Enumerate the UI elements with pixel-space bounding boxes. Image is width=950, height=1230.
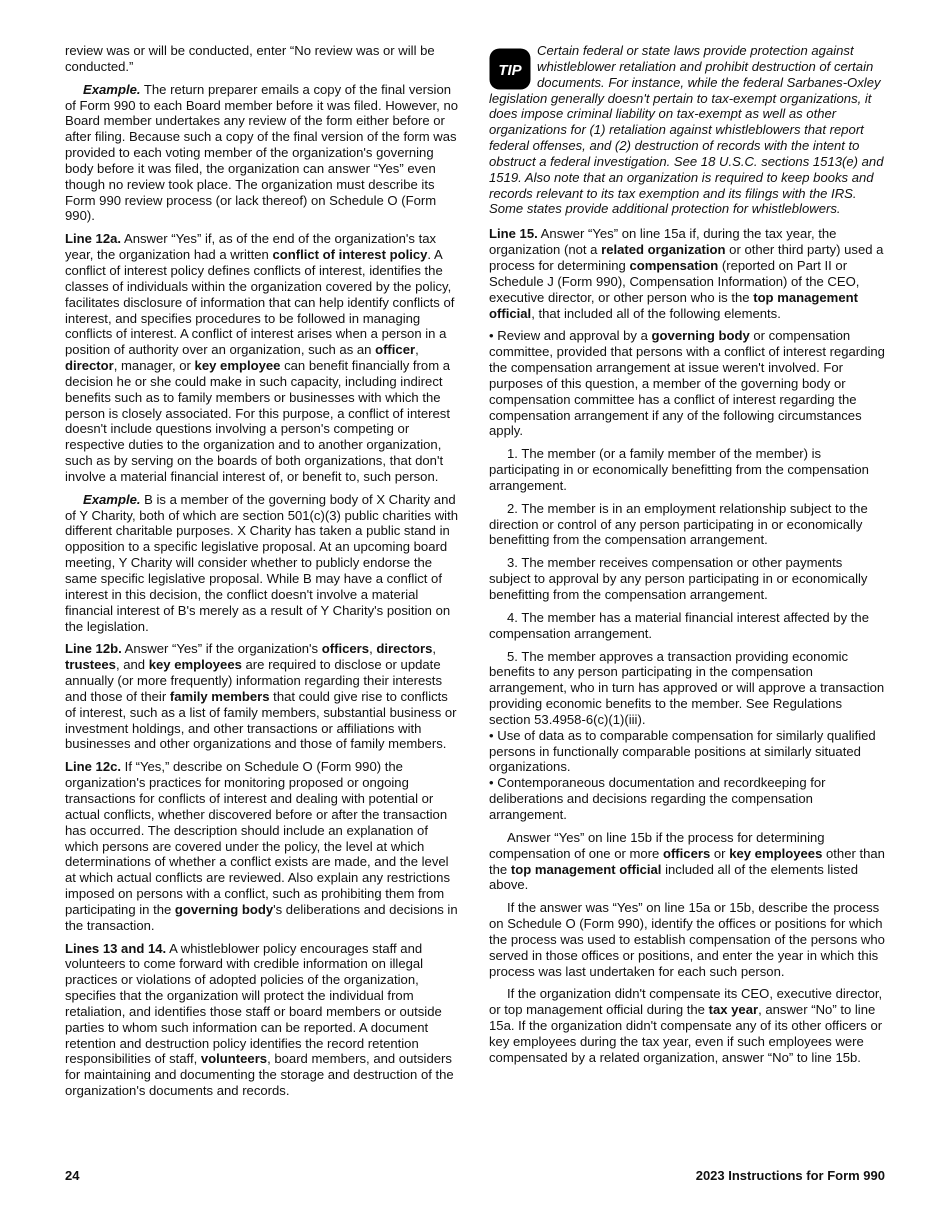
numbered-item-2: 2. The member is in an employment relationship subject to the direction or control of any person participating in or economically benefitting from the compensation arrangement.	[489, 500, 868, 548]
numbered-item-5: 5. The member approves a transaction providing economic benefits to any person participating in the compensation arrangement, who in turn has approved or will approve a transaction providing economic benefits to the member. See Regulations section 53.4958-6(c)(1)(iii).	[489, 648, 885, 727]
bullet-governing-body: • Review and approval by a governing body or compensation committee, provided that persons with a conflict of interest regarding the compensation arrangement at issue weren't involved. For purposes of this question, a member of the governing body or compensation committee has a conflict of interest regarding the compensation arrangement if any of the following circumstances apply.	[489, 328, 885, 439]
line-15: Line 15. Answer “Yes” on line 15a if, during the tax year, the organization (not a related organization or other third party) used a process for determining compensation (reported on Part II or Schedule J (Form 990), Compensation Information) of the CEO, executive director, or other person who is the top management official, that included all of the following elements.	[489, 226, 884, 321]
numbered-item-4: 4. The member has a material financial interest affected by the compensation arrangement.	[489, 609, 869, 641]
line-12a: Line 12a. Answer “Yes” if, as of the end of the organization's tax year, the organization had a written conflict of interest policy. A conflict of interest policy defines conflicts of interest, identifies the classes of individuals within the organization covered by the policy, facilitates disclosure of information that can help identify conflicts of interest, and specifies procedures to be followed in managing conflicts of interest. A conflict of interest arises when a person in a position of authority over an organization, such as an officer, director, manager, or key employee can benefit financially from a decision he or she could make in such capacity, including indirect benefits such as to family members or businesses with which the person is closely associated. For this purpose, a conflict of interest doesn't include questions involving a person's competing or respective duties to the organization and to another organization, such as by serving on the boards of both organizations, that don't involve a material financial interest of, or benefit to, such person.	[65, 231, 455, 484]
tip-icon	[489, 48, 531, 90]
right-column	[489, 43, 886, 1073]
line-15b-answer: Answer “Yes” on line 15b if the process for determining compensation of one or more officers or key employees other than the top management official included all of the elements listed above.	[489, 829, 885, 893]
tip-label: TIP	[498, 62, 522, 79]
line-12b: Line 12b. Answer “Yes” if the organization's officers, directors, trustees, and key employees are required to disclose or update annually (or more frequently) information regarding their interests and those of their family members that could give rise to conflicts of interest, such as a list of family members, substantial business or investment holdings, and other transactions or affiliations with businesses and other organizations and those of family members.	[65, 641, 457, 752]
line-15-schedule-o: If the answer was “Yes” on line 15a or 15b, describe the process on Schedule O (Form 990), identify the offices or positions for which the process was used to establish compensation of the persons who served in those offices or positions, and enter the year in which this process was last undertaken for each such person.	[489, 900, 885, 979]
example-form-review: Example. The return preparer emails a copy of the final version of Form 990 to each Board member before it was filed. However, no Board member undertakes any review of the form either before or after filing. Because such a copy of the final version of the form was provided to each voting member of the organization's governing body before it was filed, the organization can answer “Yes” even though no review took place. The organization must describe its Form 990 review process (or lack thereof) on Schedule O (Form 990).	[65, 81, 459, 224]
line-15-no-compensation: If the organization didn't compensate its CEO, executive director, or top management official during the tax year, answer “No” to line 15a. If the organization didn't compensate any of its other officers or key employees during the tax year, even if such employees were compensated by a related organization, answer “No” to line 15b.	[489, 986, 883, 1065]
document-title: 2023 Instructions for Form 990	[695, 1168, 885, 1183]
line-12c: Line 12c. If “Yes,” describe on Schedule O (Form 990) the organization's practices for monitoring proposed or ongoing transactions for conflicts of interest and dealing with potential or actual conflicts, whether discovered before or after the transaction has occurred. The description should include an explanation of which persons are covered under the policy, the level at which determinations of whether a conflict exists are made, and the level at which actual conflicts are reviewed. Also explain any restrictions imposed on persons with a conflict, such as prohibiting them from participating in the governing body's deliberations and decisions in the transaction.	[65, 759, 458, 933]
tip-text: Certain federal or state laws provide protection against whistleblower retaliation and prohibit destruction of certain documents. For instance, while the federal Sarbanes-Oxley legislation generally doesn't pertain to tax-exempt organizations, it does impose criminal liability on tax-exempt as well as other organizations for (1) retaliation against whistleblowers that report federal offenses, and (2) destruction of records with the intent to obstruct a federal investigation. See 18 U.S.C. sections 1513(e) and 1519. Also note that an organization is required to keep books and records relevant to its tax exemption and its filings with the IRS. Some states provide additional protection for whistleblowers.	[489, 43, 884, 217]
tip-box	[489, 43, 886, 217]
left-continuation: review was or will be conducted, enter “No review was or will be conducted.”	[65, 43, 435, 74]
page-number: 24	[65, 1168, 80, 1183]
bullet-comparable-data: • Use of data as to comparable compensation for similarly qualified persons in functionally comparable positions at similarly situated organizations.	[489, 727, 876, 775]
numbered-item-1: 1. The member (or a family member of the member) is participating in or economically benefitting from the compensation arrangement.	[489, 446, 869, 493]
example-conflict: Example. B is a member of the governing body of X Charity and of Y Charity, both of which are section 501(c)(3) public charities with different charitable purposes. X Charity has taken a public stand in opposition to a specific legislative proposal. At an upcoming board meeting, Y Charity will consider whether to publicly endorse the same specific legislative proposal. While B may have a conflict of interest in this decision, the conflict doesn't involve a material financial interest of B's merely as a result of Y Charity's position on the legislation.	[65, 491, 458, 634]
left-column	[65, 43, 461, 1106]
lines-13-14: Lines 13 and 14. A whistleblower policy encourages staff and volunteers to come forward with credible information on illegal practices or violations of adopted policies of the organization, specifies that the organization will protect the individual from retaliation, and identifies those staff or board members or outside parties to whom such information can be reported. A document retention and destruction policy identifies the record retention responsibilities of staff, volunteers, board members, and outsiders for maintaining and documenting the storage and destruction of the organization's documents and records.	[65, 940, 454, 1099]
numbered-item-3: 3. The member receives compensation or other payments subject to approval by any person participating in or economically benefitting from the compensation arrangement.	[489, 555, 868, 602]
bullet-documentation: • Contemporaneous documentation and recordkeeping for deliberations and decisions regarding the compensation arrangement.	[489, 775, 826, 822]
